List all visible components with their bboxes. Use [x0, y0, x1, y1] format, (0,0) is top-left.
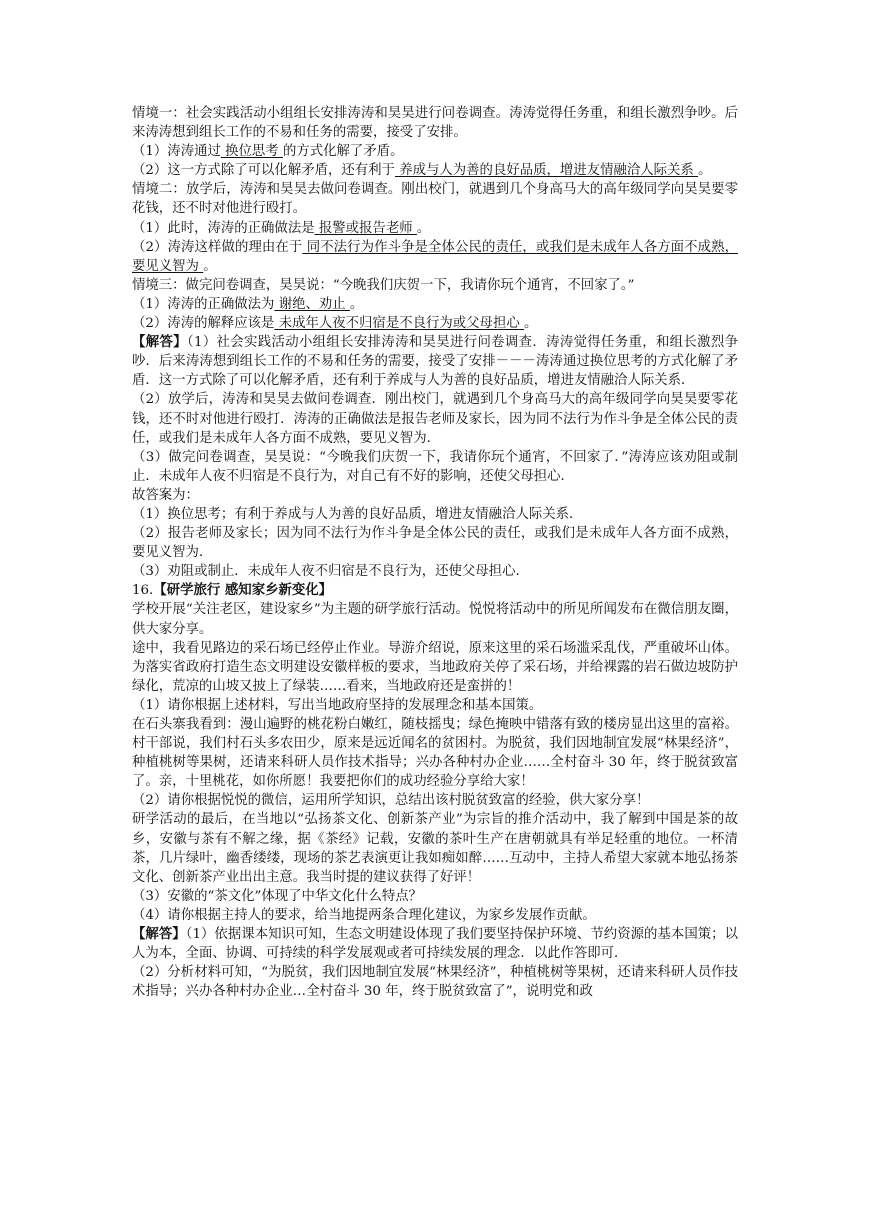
solution16-label: 【解答】 — [132, 926, 186, 943]
scene3-q1-suffix: 。 — [349, 296, 364, 312]
solution15-part-2: （2）放学后，涛涛和昊昊去做问卷调查．刚出校门，就遇到几个身高马大的高年级同学向昊昊要零花钱，还不时对他进行殴打．涛涛的正确做法是报告老师及家长，因为同不法行为作斗争是全体公民的责任，或我们是未成年人各方面不成熟，要见义智为． — [132, 392, 738, 446]
scene3-q2-suffix: 。 — [523, 316, 538, 332]
scene2-intro: 情境二：放学后，涛涛和昊昊去做问卷调查。刚出校门，就遇到几个身高马大的高年级同学向昊昊要零花钱，还不时对他进行殴打。 — [132, 182, 738, 217]
question16-q1: （1）请你根据上述材料，写出当地政府坚持的发展理念和基本国策。 — [132, 697, 543, 713]
scene1-q2-suffix: 。 — [698, 163, 712, 179]
solution15-text-1: （1）社会实践活动小组组长安排涛涛和昊昊进行问卷调查．涛涛觉得任务重，和组长激烈争吵．后来涛涛想到组长工作的不易和任务的需要，接受了安排－－－涛涛通过换位思考的方式化解了矛盾．这一方式除了可以化解矛盾，还有利于养成与人为善的良好品质，增进友情融洽人际关系． — [132, 335, 739, 389]
scene1-q2-answer: 养成与人为善的良好品质，增进友情融洽人际关系 — [394, 163, 699, 179]
solution16-part-1 — [132, 925, 738, 963]
scene2-q1-prompt: （1）此时，涛涛的正确做法是 — [132, 220, 315, 236]
solution16-part-2: （2）分析材料可知，“为脱贫，我们因地制宜发展“林果经济”，种植桃树等果树，还请来科研人员作技术指导；兴办各种村办企业…全村奋斗 30 年，终于脱贫致富了”，说明党和政 — [132, 965, 738, 1000]
scene1-question-2 — [132, 161, 738, 180]
scene1-question-1 — [132, 142, 738, 161]
question16-title: 【研学旅行 感知家乡新变化】 — [153, 582, 333, 599]
scene3-q1-prompt: （1）涛涛的正确做法为 — [132, 296, 275, 312]
scene1-intro: 情境一：社会实践活动小组组长安排涛涛和昊昊进行问卷调查。涛涛觉得任务重，和组长激烈争吵。后来涛涛想到组长工作的不易和任务的需要，接受了安排。 — [132, 106, 738, 141]
solution15-part-3: （3）做完问卷调查，昊昊说：“今晚我们庆贺一下，我请你玩个通宵，不回家了．”涛涛应该劝阻或制止．未成年人夜不归宿是不良行为，对自己有不好的影响，还使父母担心． — [132, 449, 738, 484]
scene3-q2-prompt: （2）涛涛的解释应该是 — [132, 316, 275, 332]
scene1-q1-suffix: 的方式化解了矛盾。 — [282, 144, 404, 160]
question16-heading — [132, 581, 738, 600]
document-page — [132, 104, 738, 1001]
question16-q4: （4）请你根据主持人的要求，给当地提两条合理化建议，为家乡发展作贡献。 — [132, 907, 596, 923]
scene1-q1-answer: 换位思考 — [220, 144, 283, 160]
scene3-intro: 情境三：做完问卷调查，昊昊说：“今晚我们庆贺一下，我请你玩个通宵，不回家了。” — [132, 277, 635, 293]
scene2-q2-prompt: （2）涛涛这样做的理由在于 — [132, 239, 303, 255]
solution15-label: 【解答】 — [132, 334, 187, 351]
scene2-q2-suffix: 。 — [203, 258, 217, 274]
scene2-q1-answer: 报警或报告老师 — [314, 220, 417, 236]
scene3-q2-answer: 未成年人夜不归宿是不良行为或父母担心 — [274, 316, 524, 332]
solution15-part-1 — [132, 333, 738, 390]
question16-material-road: 途中，我看见路边的采石场已经停止作业。导游介绍说，原来这里的采石场滥采乱伐，严重破坏山体。为落实省政府打造生态文明建设安徽样板的要求，当地政府关停了采石场，并给裸露的岩石做边坡防护绿化，荒凉的山坡又披上了绿装……看来，当地政府还是蛮拼的！ — [132, 640, 738, 694]
scene3-question-2 — [132, 314, 738, 333]
scene3-q1-answer: 谢绝、劝止 — [274, 296, 350, 312]
solution15-answer-heading: 故答案为： — [132, 487, 199, 503]
scene2-question-1 — [132, 219, 738, 238]
question16-intro: 学校开展“关注老区，建设家乡”为主题的研学旅行活动。悦悦将活动中的所见所闻发布在微信朋友圈，供大家分享。 — [132, 602, 738, 637]
question16-number: 16. — [132, 583, 154, 599]
solution15-answer-3: （3）劝阻或制止．未成年人夜不归宿是不良行为，还使父母担心． — [132, 564, 529, 580]
scene1-q1-prompt: （1）涛涛通过 — [132, 144, 221, 160]
solution15-answer-1: （1）换位思考；有利于养成与人为善的良好品质，增进友情融洽人际关系． — [132, 506, 583, 522]
question16-q3: （3）安徽的“茶文化”体现了中华文化什么特点？ — [132, 888, 423, 904]
solution15-answer-2: （2）报告老师及家长；因为同不法行为作斗争是全体公民的责任，或我们是未成年人各方面不成熟，要见义智为． — [132, 526, 738, 561]
solution16-text-1: （1）依据课本知识可知，生态文明建设体现了我们要坚持保护环境、节约资源的基本国策；以人为本，全面、协调、可持续的科学发展观或者可持续发展的理念．以此作答即可． — [132, 927, 739, 962]
question16-material-village: 在石头寨我看到：漫山遍野的桃花粉白嫩红，随枝摇曳；绿色掩映中错落有致的楼房显出这里的富裕。村干部说，我们村石头多农田少，原来是远近闻名的贫困村。为脱贫，我们因地制宜发展“林果经济”，种植桃树等果树，还请来科研人员作技术指导；兴办各种村办企业……全村奋斗 30 年，终于脱贫致富了。亲，十里桃花，如你所愿！我要把你们的成功经验分享给大家！ — [132, 717, 738, 790]
question16-material-tea: 研学活动的最后，在当地以“弘扬茶文化、创新茶产业”为宗旨的推介活动中，我了解到中国是茶的故乡，安徽与茶有不解之缘，据《茶经》记载，安徽的茶叶生产在唐朝就具有举足轻重的地位。一杯清茶，几片绿叶，幽香缕缕，现场的茶艺表演更让我如痴如醉……互动中，主持人希望大家就本地弘扬茶文化、创新茶产业出出主意。我当时提的建议获得了好评！ — [132, 812, 738, 885]
scene3-question-1 — [132, 295, 738, 314]
scene2-question-2 — [132, 238, 738, 276]
question16-q2: （2）请你根据悦悦的微信，运用所学知识，总结出该村脱贫致富的经验，供大家分享！ — [132, 793, 650, 809]
scene2-q1-suffix: 。 — [416, 220, 431, 236]
scene1-q2-prompt: （2）这一方式除了可以化解矛盾，还有利于 — [132, 163, 395, 179]
scene2-q2-answer: 同不法行为作斗争是全体公民的责任，或我们是未成年人各方面不成熟，要见义智为 — [132, 239, 738, 274]
